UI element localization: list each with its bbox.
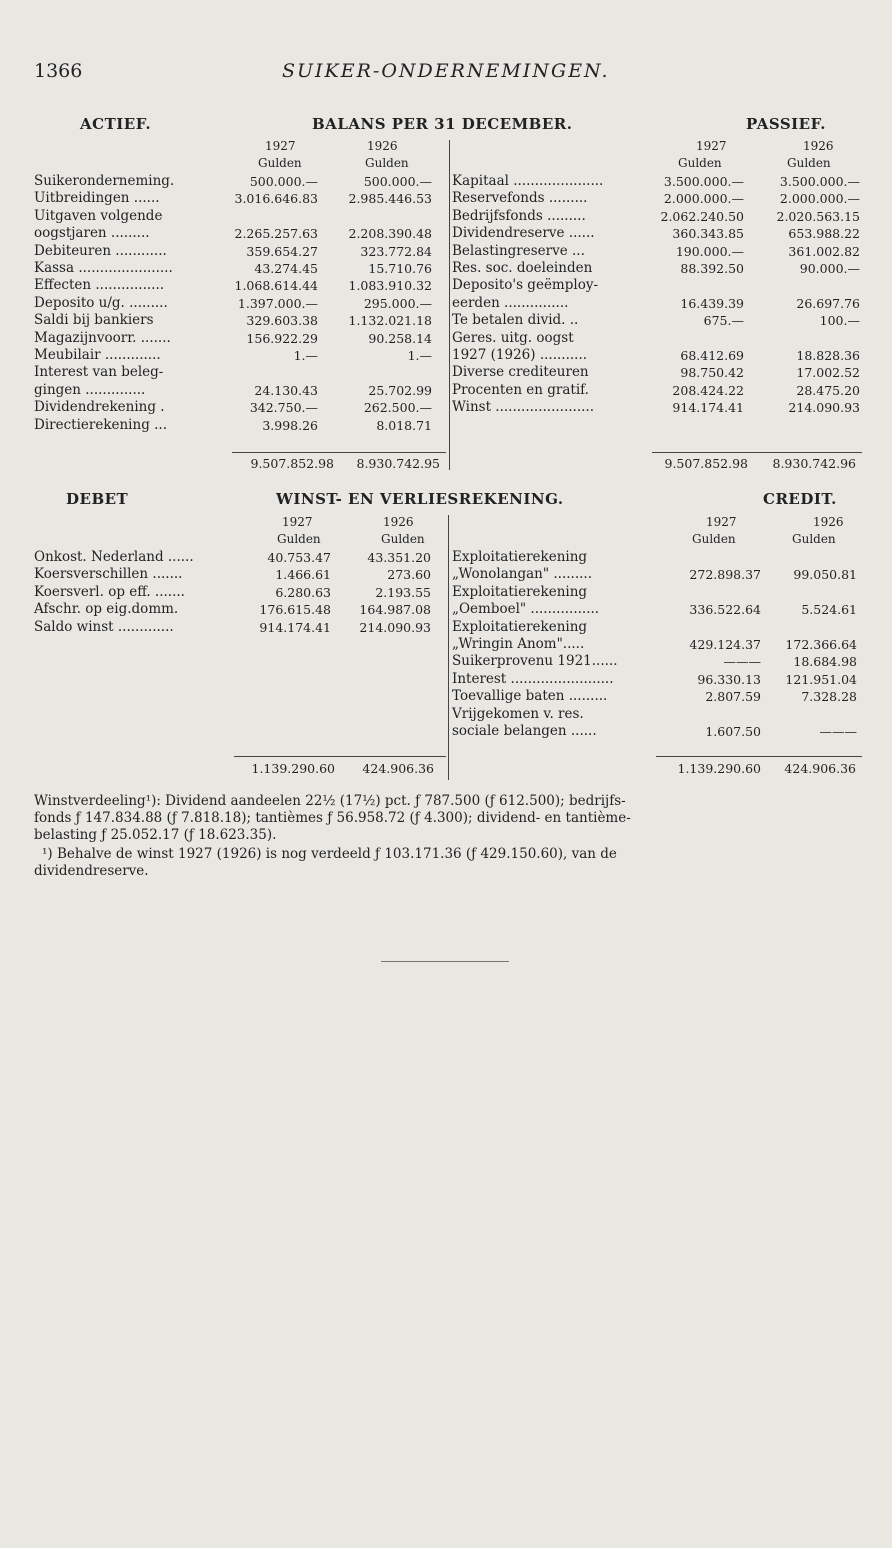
- actief-row-value-1926: 500.000.—: [363, 174, 432, 189]
- passief-row-value-1926: 26.697.76: [796, 295, 860, 311]
- debet-row-value-1926: 273.60: [387, 567, 431, 583]
- wv-right-unit-1927: Gulden: [692, 532, 736, 546]
- passief-row-value-1927: 360.343.85: [672, 226, 744, 242]
- end-rule: [381, 961, 509, 962]
- credit-row-label: Vrijgekomen v. res.: [452, 705, 584, 722]
- credit-row-value-1927: 336.522.64: [689, 602, 761, 618]
- balans-right-total-1926: 8.930.742.96: [772, 456, 856, 471]
- actief-row-label: Saldi bij bankiers: [34, 312, 154, 329]
- balans-right-total-1927: 9.507.852.98: [664, 456, 748, 471]
- balans-title: BALANS PER 31 DECEMBER.: [312, 115, 573, 133]
- passief-row-value-1926: 17.002.52: [796, 365, 860, 381]
- actief-row-value-1927: 3.016.646.83: [234, 191, 318, 207]
- passief-row-value-1926: 361.002.82: [788, 243, 860, 259]
- credit-row-value-1926: 99.050.81: [793, 567, 857, 583]
- passief-row-label: Deposito's geëmploy-: [452, 277, 599, 294]
- actief-row-value-1926: 1.—: [407, 348, 432, 363]
- passief-row-value-1926: 3.500.000.—: [779, 174, 860, 189]
- credit-row-label: Exploitatierekening: [452, 583, 588, 600]
- credit-row-value-1926: ———: [819, 724, 857, 739]
- wv-right-unit-1926: Gulden: [792, 532, 836, 546]
- balans-left-year-1927: 1927: [265, 139, 296, 153]
- actief-row-label: Magazijnvoorr. .......: [34, 329, 171, 346]
- actief-row-value-1926: 262.500.—: [363, 400, 432, 416]
- wv-left-total-1926: 424.906.36: [362, 761, 434, 776]
- running-title: SUIKER-ONDERNEMINGEN.: [282, 60, 610, 82]
- actief-row-label: Uitgaven volgende: [34, 207, 163, 224]
- actief-row-value-1927: 359.654.27: [246, 243, 318, 259]
- credit-row-label: „Oemboel" ................: [452, 601, 600, 618]
- wv-right-total-1927: 1.139.290.60: [677, 761, 761, 776]
- balans-divider: [449, 140, 450, 470]
- balans-right-year-1926: 1926: [803, 139, 834, 153]
- passief-row-value-1926: 653.988.22: [788, 226, 860, 242]
- credit-row-label: sociale belangen ......: [452, 723, 597, 739]
- page-number: 1366: [34, 60, 83, 82]
- passief-row-value-1927: 16.439.39: [680, 295, 744, 311]
- footnote-line-2: dividendreserve.: [34, 863, 149, 879]
- credit-row-label: Interest ........................: [452, 670, 614, 687]
- credit-row-value-1927: 96.330.13: [697, 671, 761, 687]
- passief-row-label: 1927 (1926) ...........: [452, 347, 588, 363]
- actief-row-value-1927: 1.068.614.44: [234, 278, 318, 294]
- balans-right-total-rule: [652, 452, 862, 453]
- actief-row-value-1926: 1.083.910.32: [348, 278, 432, 294]
- debet-row-label: Koersverschillen .......: [34, 566, 183, 583]
- credit-row-value-1927: 272.898.37: [689, 567, 761, 583]
- passief-row-value-1926: 18.828.36: [796, 348, 860, 363]
- credit-row-value-1926: 172.366.64: [785, 637, 857, 652]
- passief-row-label: Dividendreserve ......: [452, 225, 595, 242]
- actief-row-label: Debiteuren ............: [34, 242, 167, 259]
- passief-row-value-1927: 914.174.41: [672, 400, 744, 416]
- wv-left-year-1926: 1926: [383, 515, 414, 529]
- passief-row-label: Diverse crediteuren: [452, 364, 589, 381]
- passief-row-label: Kapitaal .....................: [452, 173, 604, 189]
- actief-row-label: Deposito u/g. .........: [34, 294, 168, 311]
- debet-row-value-1927: 40.753.47: [267, 550, 331, 565]
- passief-row-label: Procenten en gratif.: [452, 381, 589, 398]
- profit-distribution-line-3: belasting ƒ 25.052.17 (ƒ 18.623.35).: [34, 827, 277, 843]
- actief-row-label: Directierekening ...: [34, 416, 168, 433]
- balans-left-unit-1927: Gulden: [258, 156, 302, 170]
- actief-row-value-1927: 1.—: [293, 348, 318, 363]
- balans-left-total-rule: [232, 452, 446, 453]
- passief-row-value-1926: 214.090.93: [788, 400, 860, 416]
- debet-row-value-1927: 914.174.41: [259, 619, 331, 635]
- passief-row-value-1927: 3.500.000.—: [663, 174, 744, 189]
- credit-row-label: Suikerprovenu 1921......: [452, 653, 618, 670]
- actief-row-label: gingen ..............: [34, 381, 146, 398]
- actief-row-value-1926: 2.985.446.53: [348, 191, 432, 207]
- wv-title: WINST- EN VERLIESREKENING.: [276, 490, 564, 508]
- passief-row-value-1927: 88.392.50: [680, 261, 744, 276]
- actief-row-label: Dividendrekening .: [34, 399, 165, 416]
- debet-row-value-1926: 164.987.08: [359, 602, 431, 618]
- credit-heading: CREDIT.: [763, 490, 837, 508]
- debet-row-label: Onkost. Nederland ......: [34, 549, 194, 565]
- actief-row-value-1927: 342.750.—: [249, 400, 318, 416]
- passief-row-value-1927: 98.750.42: [680, 365, 744, 381]
- actief-row-value-1927: 329.603.38: [246, 313, 318, 329]
- passief-row-label: eerden ...............: [452, 294, 569, 311]
- passief-row-value-1926: 2.020.563.15: [776, 208, 860, 224]
- credit-row-label: Toevallige baten .........: [452, 688, 608, 705]
- balans-left-year-1926: 1926: [367, 139, 398, 153]
- debet-row-label: Koersverl. op eff. .......: [34, 583, 185, 600]
- actief-row-value-1927: 1.397.000.—: [237, 295, 318, 311]
- wv-divider: [448, 515, 449, 780]
- credit-row-value-1926: 7.328.28: [801, 689, 857, 705]
- passief-row-value-1927: 2.062.240.50: [660, 208, 744, 224]
- passief-row-value-1927: 2.000.000.—: [663, 191, 744, 207]
- debet-row-value-1927: 6.280.63: [275, 584, 331, 600]
- debet-row-value-1926: 43.351.20: [367, 550, 431, 565]
- debet-row-value-1927: 176.615.48: [259, 602, 331, 618]
- credit-row-value-1927: 429.124.37: [689, 637, 761, 652]
- actief-row-label: Effecten ................: [34, 277, 165, 294]
- actief-row-label: Kassa ......................: [34, 260, 173, 276]
- balans-left-total-1926: 8.930.742.95: [356, 456, 440, 471]
- balans-right-unit-1927: Gulden: [678, 156, 722, 170]
- credit-row-value-1927: 1.607.50: [705, 724, 761, 739]
- wv-left-year-1927: 1927: [282, 515, 313, 529]
- passief-row-value-1927: 68.412.69: [680, 348, 744, 363]
- passief-heading: PASSIEF.: [746, 115, 826, 133]
- actief-row-value-1927: 156.922.29: [246, 330, 318, 346]
- actief-row-value-1926: 90.258.14: [368, 330, 432, 346]
- passief-row-value-1926: 28.475.20: [796, 382, 860, 398]
- actief-row-value-1926: 25.702.99: [368, 382, 432, 398]
- actief-row-value-1927: 2.265.257.63: [234, 226, 318, 242]
- actief-row-value-1926: 15.710.76: [368, 261, 432, 276]
- passief-row-label: Reservefonds .........: [452, 190, 588, 207]
- actief-heading: ACTIEF.: [80, 115, 152, 133]
- balans-right-unit-1926: Gulden: [787, 156, 831, 170]
- actief-row-label: Interest van beleg-: [34, 364, 164, 381]
- wv-right-total-rule: [656, 756, 862, 757]
- actief-row-label: Meubilair .............: [34, 347, 161, 363]
- actief-row-value-1926: 1.132.021.18: [348, 313, 432, 329]
- actief-row-label: Uitbreidingen ......: [34, 190, 160, 207]
- credit-row-label: Exploitatierekening: [452, 549, 588, 565]
- actief-row-value-1926: 323.772.84: [360, 243, 432, 259]
- debet-row-value-1927: 1.466.61: [275, 567, 331, 583]
- credit-row-label: „Wringin Anom".....: [452, 636, 585, 652]
- passief-row-value-1927: 675.—: [703, 313, 744, 329]
- credit-row-value-1926: 18.684.98: [793, 654, 857, 670]
- passief-row-value-1926: 2.000.000.—: [779, 191, 860, 207]
- wv-right-year-1927: 1927: [706, 515, 737, 529]
- debet-row-value-1926: 214.090.93: [359, 619, 431, 635]
- passief-row-label: Te betalen divid. ..: [452, 312, 579, 329]
- actief-row-value-1927: 24.130.43: [254, 382, 318, 398]
- actief-row-value-1926: 2.208.390.48: [348, 226, 432, 242]
- credit-row-label: „Wonolangan" .........: [452, 566, 592, 583]
- wv-right-year-1926: 1926: [813, 515, 844, 529]
- wv-left-unit-1927: Gulden: [277, 532, 321, 546]
- passief-row-value-1927: 190.000.—: [675, 243, 744, 259]
- wv-left-total-rule: [234, 756, 446, 757]
- passief-row-value-1926: 100.—: [819, 313, 860, 329]
- wv-right-total-1926: 424.906.36: [784, 761, 856, 776]
- credit-row-label: Exploitatierekening: [452, 618, 588, 635]
- actief-row-value-1927: 3.998.26: [262, 417, 318, 433]
- credit-row-value-1926: 121.951.04: [785, 671, 857, 687]
- passief-row-label: Belastingreserve ...: [452, 242, 585, 259]
- passief-row-label: Geres. uitg. oogst: [452, 329, 574, 346]
- actief-row-label: Suikeronderneming.: [34, 173, 175, 189]
- actief-row-value-1926: 295.000.—: [363, 295, 432, 311]
- actief-row-value-1927: 500.000.—: [249, 174, 318, 189]
- debet-row-label: Saldo winst .............: [34, 618, 174, 635]
- footnote-line-1: ¹) Behalve de winst 1927 (1926) is nog verdeeld ƒ 103.171.36 (ƒ 429.150.60), van de: [42, 846, 617, 862]
- credit-row-value-1927: 2.807.59: [705, 689, 761, 705]
- profit-distribution-line-1: Winstverdeeling¹): Dividend aandeelen 22½ (17½) pct. ƒ 787.500 (ƒ 612.500); bedrijfs-: [34, 793, 626, 809]
- passief-row-value-1926: 90.000.—: [799, 261, 860, 276]
- passief-row-label: Bedrijfsfonds .........: [452, 207, 586, 224]
- actief-row-label: oogstjaren .........: [34, 225, 150, 242]
- debet-row-value-1926: 2.193.55: [375, 584, 431, 600]
- debet-row-label: Afschr. op eig.domm.: [34, 601, 179, 618]
- balans-left-unit-1926: Gulden: [365, 156, 409, 170]
- actief-row-value-1927: 43.274.45: [254, 261, 318, 276]
- passief-row-label: Winst .......................: [452, 399, 594, 416]
- passief-row-value-1927: 208.424.22: [672, 382, 744, 398]
- profit-distribution-line-2: fonds ƒ 147.834.88 (ƒ 7.818.18); tantièmes ƒ 56.958.72 (ƒ 4.300); dividend- en tantième-: [34, 810, 631, 826]
- credit-row-value-1927: ———: [723, 654, 761, 670]
- debet-heading: DEBET: [66, 490, 129, 508]
- wv-left-unit-1926: Gulden: [381, 532, 425, 546]
- passief-row-label: Res. soc. doeleinden: [452, 260, 593, 276]
- credit-row-value-1926: 5.524.61: [801, 602, 857, 618]
- actief-row-value-1926: 8.018.71: [376, 417, 432, 433]
- balans-left-total-1927: 9.507.852.98: [250, 456, 334, 471]
- wv-left-total-1927: 1.139.290.60: [251, 761, 335, 776]
- balans-right-year-1927: 1927: [696, 139, 727, 153]
